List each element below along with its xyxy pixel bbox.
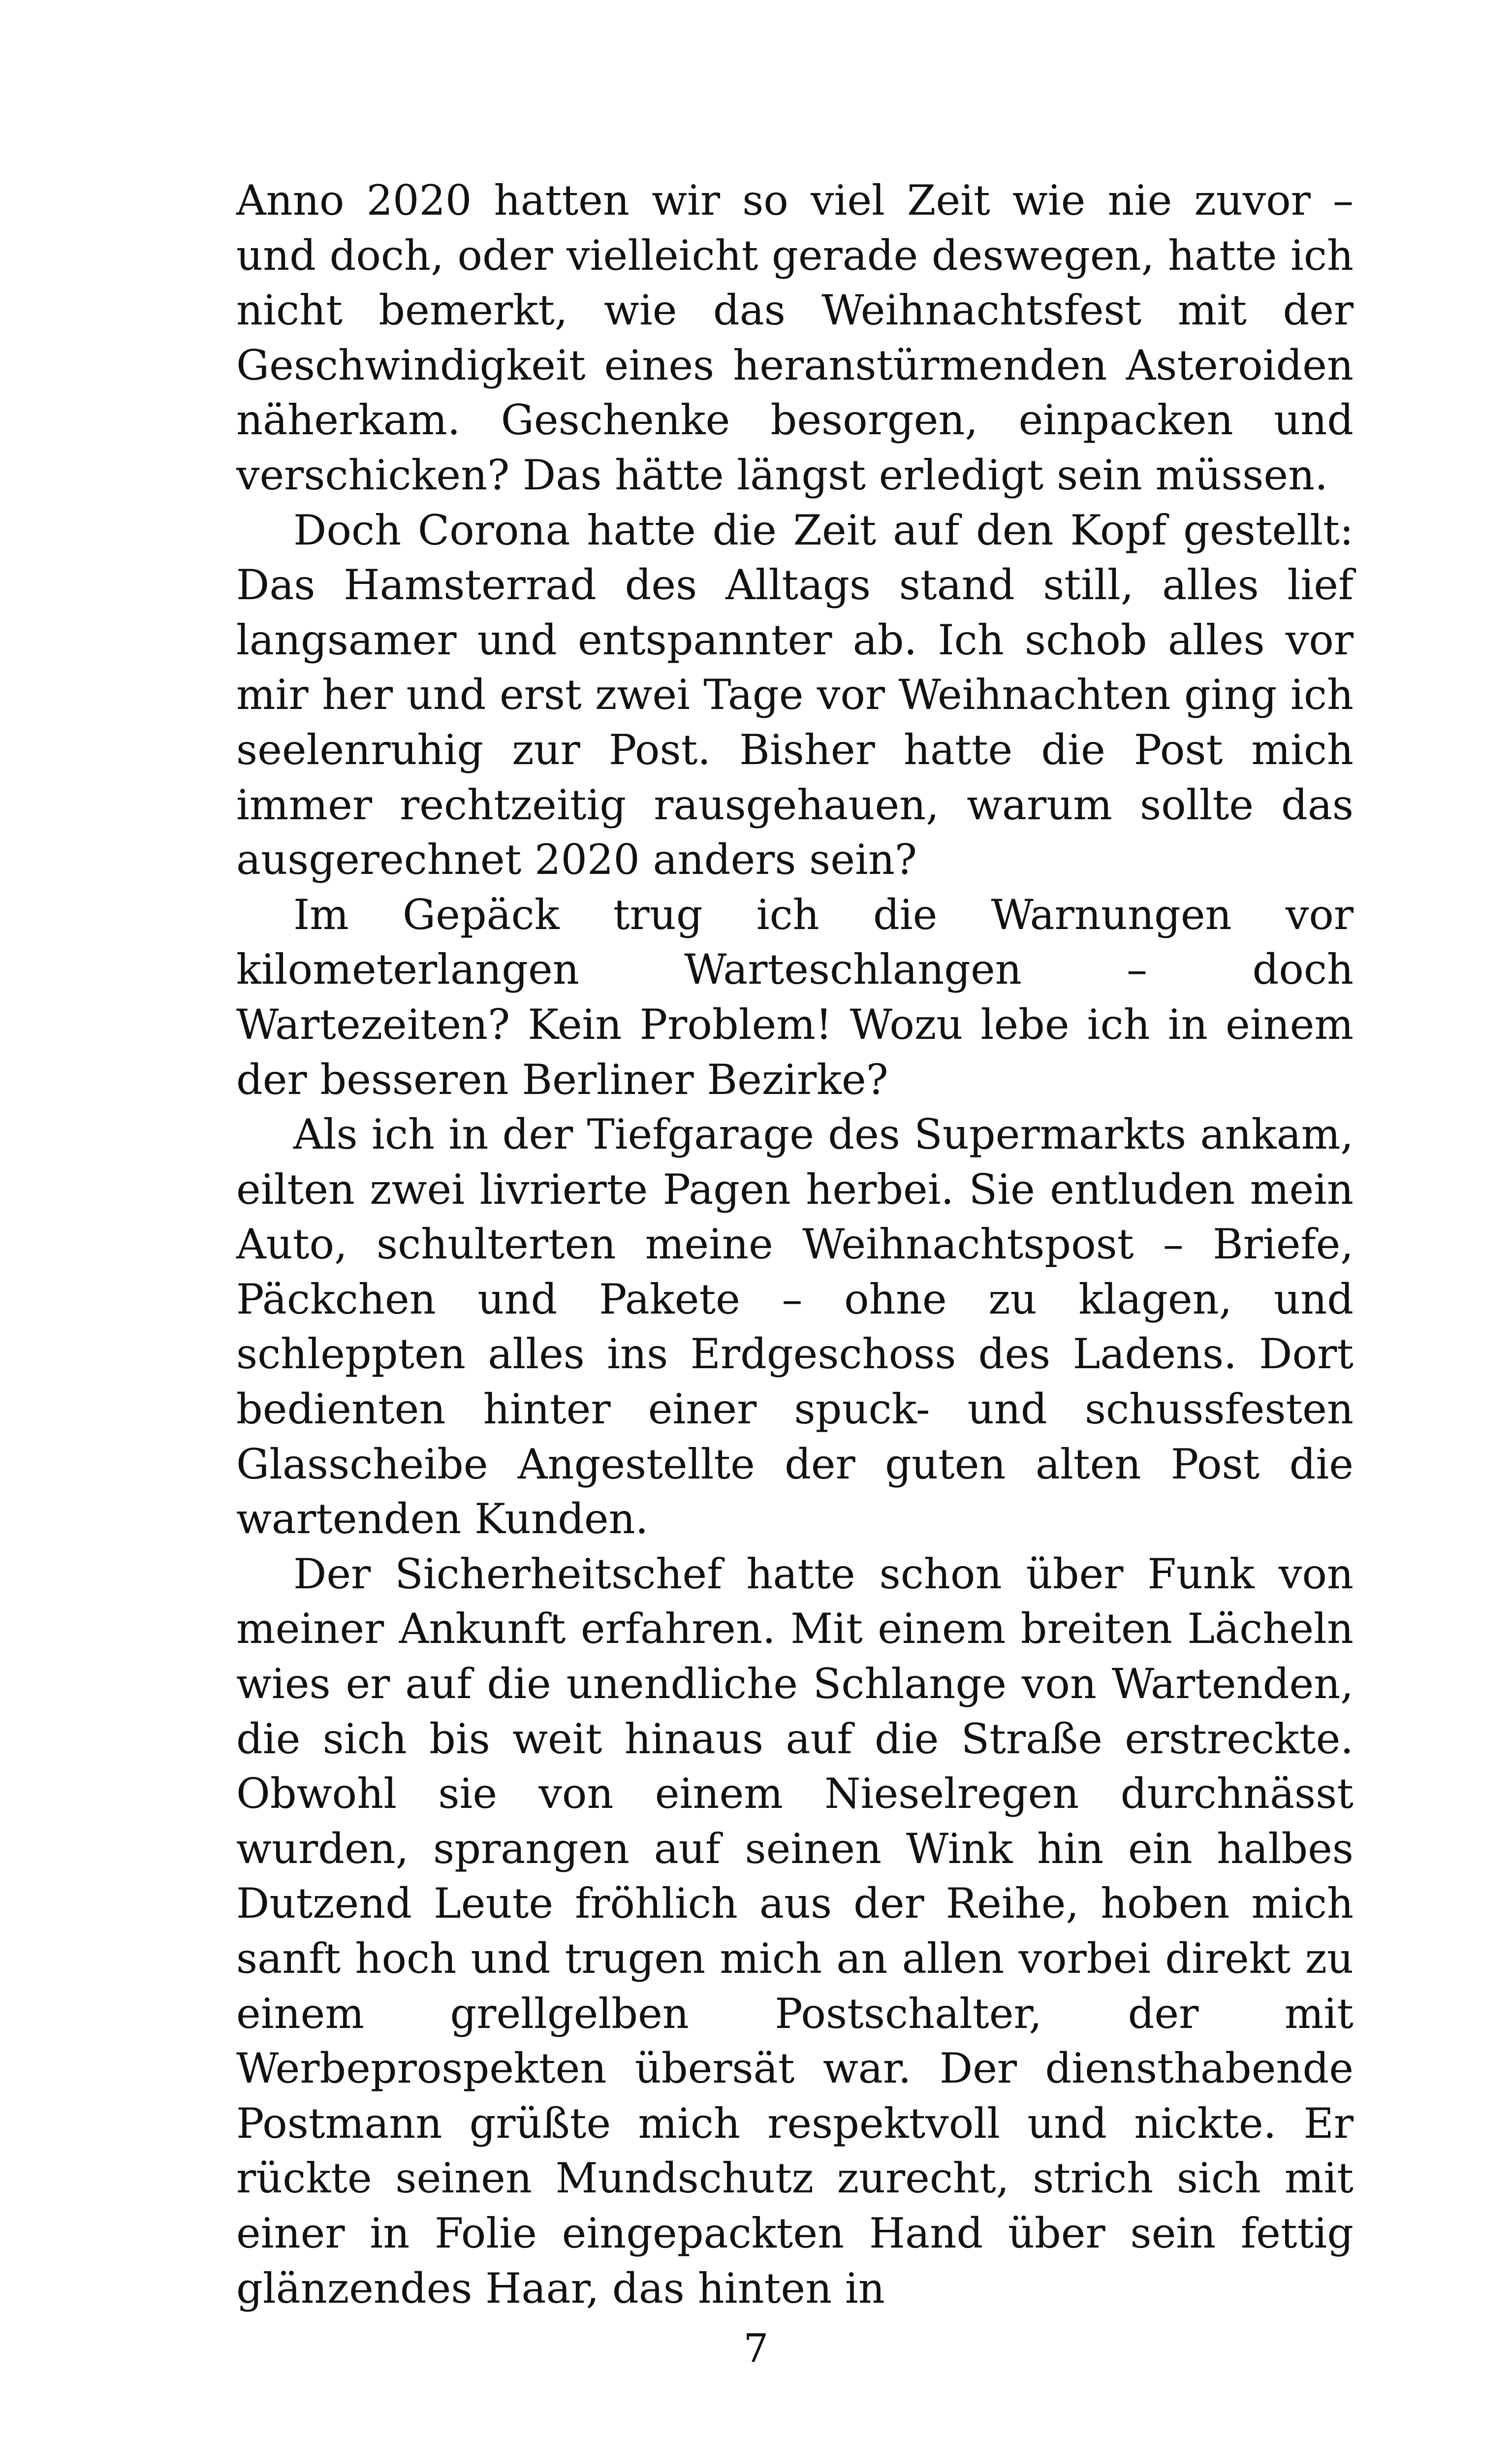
paragraph-5: Der Sicherheitschef hatte schon über Funk von meiner Ankunft erfahren. Mit einem breiten Lächeln wies er auf die unendliche Schlange von Wartenden, die sich bis weit hinaus auf die Straße erstreckte. Obwohl sie von einem Nieselregen durchnässt wurden, sprangen auf seinen Wink hin ein halbes Dutzend Leute fröhlich aus der Reihe, hoben mich sanft hoch und trugen mich an allen vorbei direkt zu einem grellgelben Postschalter, der mit Werbeprospekten übersät war. Der diensthabende Postmann grüßte mich respektvoll und nickte. Er rückte seinen Mundschutz zurecht, strich sich mit einer in Folie eingepackten Hand über sein fettig glänzendes Haar, das hinten in — [236, 1549, 1354, 2313]
page-number: 7 — [743, 2325, 769, 2371]
paragraph-1: Anno 2020 hatten wir so viel Zeit wie nie zuvor – und doch, oder vielleicht gerade deswegen, hatte ich nicht bemerkt, wie das Weihnachtsfest mit der Geschwindigkeit eines heranstürmenden Asteroiden näherkam. Geschenke besorgen, einpacken und verschicken? Das hätte längst erledigt sein müssen. — [236, 176, 1354, 499]
body-text — [236, 173, 1354, 2316]
paragraph-3: Im Gepäck trug ich die Warnungen vor kilometerlangen Warteschlangen – doch Wartezeiten? Kein Problem! Wozu lebe ich in einem der besseren Berliner Bezirke? — [236, 890, 1354, 1104]
paragraph-4: Als ich in der Tiefgarage des Supermarkts ankam, eilten zwei livrierte Pagen herbei. Sie entluden mein Auto, schulterten meine Weihnachtspost – Briefe, Päckchen und Pakete – ohne zu klagen, und schleppten alles ins Erdgeschoss des Ladens. Dort bedienten hinter einer spuck- und schussfesten Glasscheibe Angestellte der guten alten Post die wartenden Kunden. — [236, 1110, 1354, 1543]
paragraph-2: Doch Corona hatte die Zeit auf den Kopf gestellt: Das Hamsterrad des Alltags stand still, alles lief langsamer und entspannter ab. Ich schob alles vor mir her und erst zwei Tage vor Weihnachten ging ich seelenruhig zur Post. Bisher hatte die Post mich immer rechtzeitig rausgehauen, warum sollte das ausgerechnet 2020 anders sein? — [236, 506, 1354, 884]
